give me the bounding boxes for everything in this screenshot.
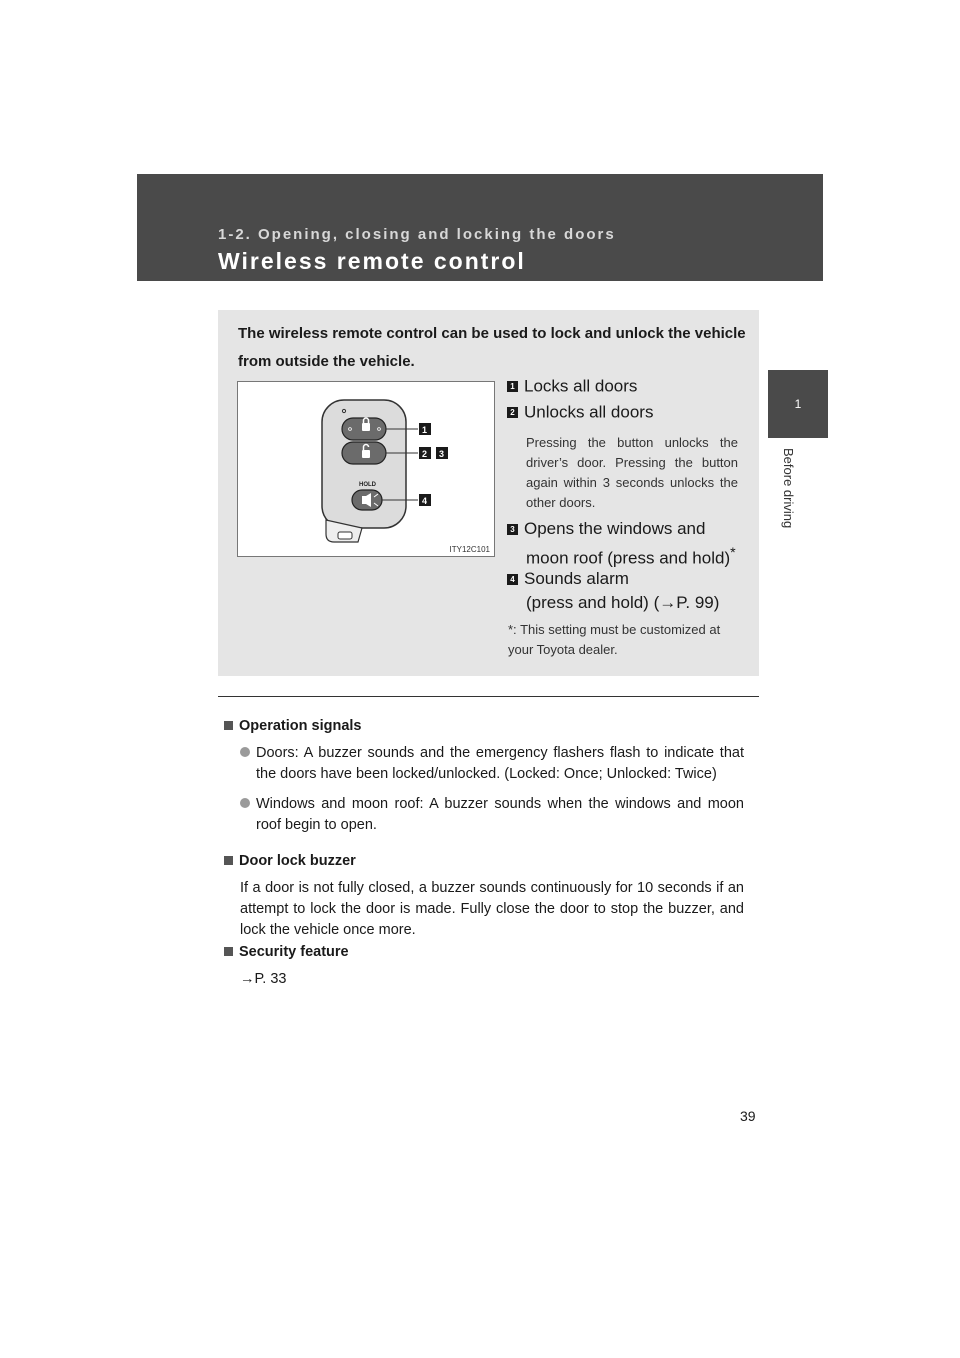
item-sounds-alarm bbox=[507, 567, 739, 615]
lock-icon bbox=[362, 423, 370, 431]
circle-bullet-icon bbox=[240, 798, 250, 808]
figure-code: ITY12C101 bbox=[449, 545, 490, 554]
callout-4: 4 bbox=[422, 496, 428, 506]
item-label: Unlocks all doors bbox=[524, 402, 654, 422]
operation-signals-section bbox=[224, 716, 744, 836]
item-number-badge: 3 bbox=[507, 524, 518, 535]
item-unlock-all-doors bbox=[507, 402, 653, 423]
item-number-badge: 1 bbox=[507, 381, 518, 392]
callout-1: 1 bbox=[422, 425, 428, 435]
chapter-number: 1 bbox=[794, 397, 802, 411]
bullet-text: Doors: A buzzer sounds and the emergency flashers flash to indicate that the doors have been locked/unlocked. (Locked: Once; Unlocked: Twice) bbox=[256, 745, 744, 782]
callout-2: 2 bbox=[422, 449, 428, 459]
door-lock-buzzer-heading bbox=[224, 851, 744, 872]
door-lock-buzzer-text: If a door is not fully closed, a buzzer sounds continuously for 10 seconds if an attempt to lock the door is made. Fully close the door to stop the buzzer, and lock the vehicle once more. bbox=[240, 880, 744, 938]
item-lock-all-doors bbox=[507, 376, 637, 397]
page-title: Wireless remote control bbox=[218, 248, 526, 274]
circle-bullet-icon bbox=[240, 747, 250, 757]
security-feature-link[interactable]: →P. 33 bbox=[240, 971, 287, 987]
section-divider bbox=[218, 696, 759, 697]
unlock-note: Pressing the button unlocks the driver’s door. Pressing the button again within 3 seconds unlocks the other doors. bbox=[526, 435, 738, 510]
footnote-marker: * bbox=[730, 545, 736, 561]
callout-3: 3 bbox=[439, 449, 445, 459]
heading-text: Operation signals bbox=[239, 718, 362, 734]
page-number: 39 bbox=[740, 1108, 756, 1124]
footnote-text: This setting must be customized at your Toyota dealer. bbox=[508, 622, 721, 657]
item-label-line1: Opens the windows and bbox=[524, 519, 706, 538]
hold-label: HOLD bbox=[359, 482, 376, 488]
unlock-icon bbox=[362, 450, 370, 458]
section-label: 1-2. Opening, closing and locking the doors bbox=[218, 226, 616, 243]
security-feature-section bbox=[224, 942, 744, 990]
chapter-tab[interactable] bbox=[768, 370, 828, 438]
remote-key-illustration bbox=[237, 381, 495, 557]
chapter-label: Before driving bbox=[781, 448, 796, 529]
square-bullet-icon bbox=[224, 856, 233, 865]
item-label-line2: moon roof (press and hold) bbox=[526, 548, 731, 568]
item-number-badge: 2 bbox=[507, 407, 518, 418]
item-number-badge: 4 bbox=[507, 574, 518, 585]
square-bullet-icon bbox=[224, 947, 233, 956]
list-item bbox=[224, 743, 744, 785]
item-label-line2: (press and hold) (→P. 99) bbox=[526, 593, 720, 612]
item-open-windows bbox=[507, 517, 739, 571]
mechanical-key-slot bbox=[338, 532, 352, 539]
heading-text: Security feature bbox=[239, 944, 349, 960]
footnote-marker: *: bbox=[508, 622, 517, 637]
item-label-line1: Sounds alarm bbox=[524, 569, 629, 588]
key-fob-drawing bbox=[238, 382, 494, 556]
item-label: Locks all doors bbox=[524, 376, 638, 396]
square-bullet-icon bbox=[224, 721, 233, 730]
security-feature-heading bbox=[224, 942, 744, 963]
operation-signals-heading bbox=[224, 716, 744, 737]
bullet-text: Windows and moon roof: A buzzer sounds when the windows and moon roof begin to open. bbox=[256, 796, 744, 833]
intro-text: The wireless remote control can be used to lock and unlock the vehicle from outside the vehicle. bbox=[238, 325, 746, 370]
door-lock-buzzer-section bbox=[224, 851, 744, 941]
heading-text: Door lock buzzer bbox=[239, 853, 356, 869]
footnote bbox=[508, 620, 740, 660]
list-item bbox=[224, 794, 744, 836]
